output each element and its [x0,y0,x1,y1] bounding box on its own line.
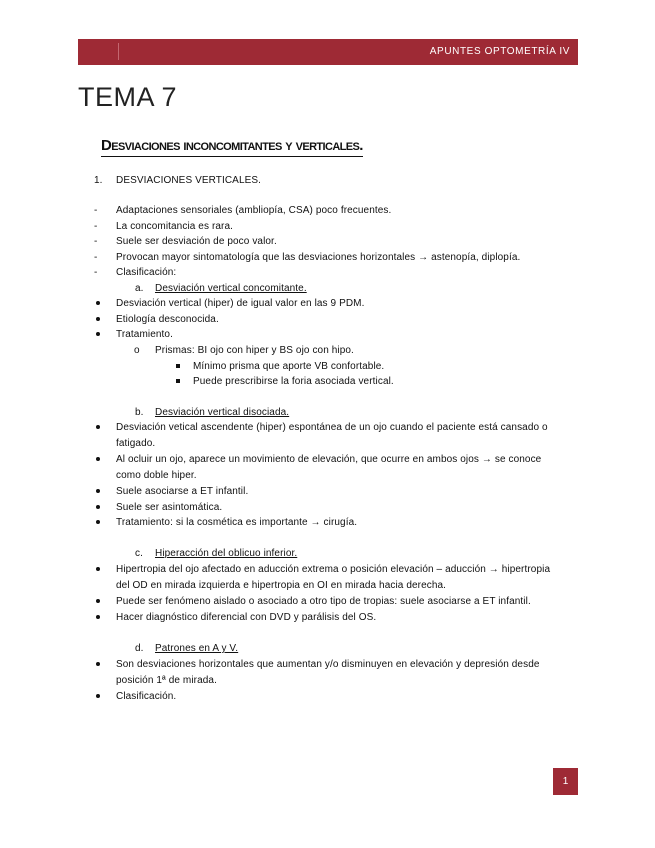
list-item-continuation: como doble hiper. [116,470,197,481]
dash-marker: - [94,236,98,247]
bullet-icon [96,332,100,336]
page-number: 1 [553,768,578,795]
bullet-icon [96,317,100,321]
bullet-icon [96,615,100,619]
intro-item: Clasificación: [116,267,177,278]
list-item-continuation: del OD en mirada izquierda e hipertropia en OI en mirada hacia derecha. [116,580,447,591]
bullet-icon [96,489,100,493]
list-item: Al ocluir un ojo, aparece un movimiento de elevación, que ocurre en ambos ojos → se conoce [116,454,542,465]
bullet-icon [96,505,100,509]
square-bullet-icon [176,364,180,368]
list-item: Puede ser fenómeno aislado o asociado a otro tipo de tropias: suele asociarse a ET infantil. [116,596,531,607]
intro-item: Provocan mayor sintomatología que las desviaciones horizontales → astenopía, diplopía. [116,252,521,263]
section1-number: 1. [94,175,103,186]
sub-d-letter: d. [135,643,144,654]
intro-item: Adaptaciones sensoriales (ambliopía, CSA) poco frecuentes. [116,205,392,216]
list-item: Clasificación. [116,691,177,702]
list-item: Tratamiento. [116,329,173,340]
list-item-continuation: posición 1ª de mirada. [116,675,217,686]
list-item: Desviación vertical (hiper) de igual valor en las 9 PDM. [116,298,365,309]
treatment-detail: Puede prescribirse la foria asociada vertical. [193,376,394,387]
sub-b-heading: Desviación vertical disociada. [155,407,290,418]
intro-item: La concomitancia es rara. [116,221,234,232]
circle-marker: o [134,345,140,356]
sub-c-letter: c. [135,548,143,559]
sub-c-heading: Hiperacción del oblicuo inferior. [155,548,298,559]
running-title: APUNTES OPTOMETRÍA IV [429,46,570,57]
list-item: Desviación vetical ascendente (hiper) espontánea de un ojo cuando el paciente está cansado o [116,422,548,433]
bullet-icon [96,457,100,461]
section1-heading: DESVIACIONES VERTICALES. [116,175,262,186]
list-item: Etiología desconocida. [116,314,219,325]
dash-marker: - [94,267,98,278]
bullet-icon [96,694,100,698]
sub-b-letter: b. [135,407,144,418]
list-item: Son desviaciones horizontales que aumentan y/o disminuyen en elevación y depresión desde [116,659,540,670]
sub-a-heading: Desviación vertical concomitante. [155,283,307,294]
square-bullet-icon [176,379,180,383]
bullet-icon [96,301,100,305]
bullet-icon [96,662,100,666]
list-item: Suele ser asintomática. [116,502,223,513]
section-subtitle: Desviaciones inconcomitantes y verticales. [101,137,363,157]
bullet-icon [96,599,100,603]
bullet-icon [96,567,100,571]
sub-d-heading: Patrones en A y V. [155,643,239,654]
dash-marker: - [94,252,98,263]
header-divider [118,43,119,60]
list-item-continuation: fatigado. [116,438,156,449]
list-item: Suele asociarse a ET infantil. [116,486,249,497]
sub-a-letter: a. [135,283,144,294]
bullet-icon [96,425,100,429]
treatment-detail: Mínimo prisma que aporte VB confortable. [193,361,385,372]
dash-marker: - [94,205,98,216]
list-item: Hacer diagnóstico diferencial con DVD y parálisis del OS. [116,612,377,623]
list-item: Hipertropia del ojo afectado en aducción extrema o posición elevación – aducción → hipertropia [116,564,551,575]
running-header-bar [78,39,578,65]
treatment-item: Prismas: BI ojo con hiper y BS ojo con hipo. [155,345,354,356]
list-item: Tratamiento: si la cosmética es importante → cirugía. [116,517,358,528]
bullet-icon [96,520,100,524]
intro-item: Suele ser desviación de poco valor. [116,236,277,247]
page-title: TEMA 7 [78,82,178,112]
dash-marker: - [94,221,98,232]
